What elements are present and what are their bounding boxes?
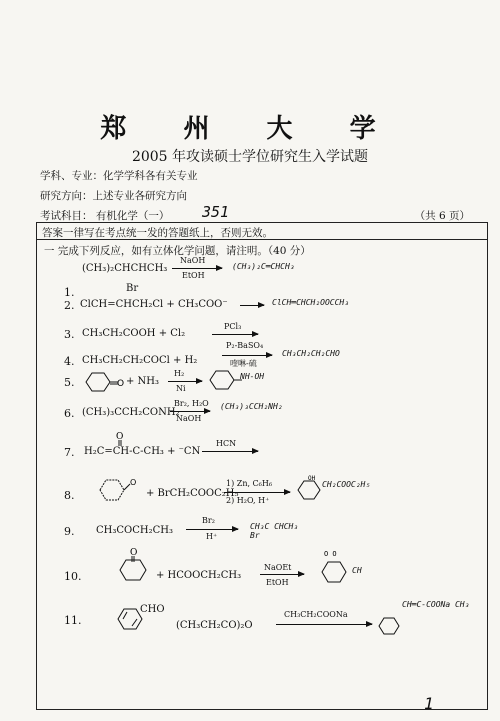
reaction-6-reagent-top: Br₂, H₂O xyxy=(174,399,209,408)
reaction-3-number: 3. xyxy=(64,328,75,341)
notice-divider xyxy=(36,239,488,240)
svg-text:O: O xyxy=(116,432,124,442)
svg-text:OH: OH xyxy=(308,475,316,482)
reaction-1-answer: (CH₃)₂C═CHCH₃ xyxy=(232,262,295,271)
reaction-10-answer: CH xyxy=(352,566,362,575)
reaction-10-number: 10. xyxy=(64,570,82,583)
reaction-9-arrow xyxy=(186,529,238,530)
reaction-8-reactant: + BrCH₂COOC₂H₅ xyxy=(146,488,239,499)
cyclohexanol-answer-structure xyxy=(294,474,324,502)
reaction-10-reactant: + HCOOCH₂CH₃ xyxy=(156,570,242,581)
reaction-2-reactant: ClCH=CHCH₂Cl + CH₃COO⁻ xyxy=(80,299,228,310)
reaction-7-arrow xyxy=(202,451,258,452)
reaction-4-number: 4. xyxy=(64,355,75,368)
reaction-10-reagent-bottom: EtOH xyxy=(266,578,289,587)
reaction-1-number: 1. xyxy=(64,286,75,299)
reaction-8-answer: CH₂COOC₂H₅ xyxy=(322,480,371,489)
reaction-11-reagent-top: CH₃CH₂COONa xyxy=(284,610,348,619)
question-box xyxy=(36,222,488,710)
reaction-4-answer: CH₃CH₂CH₂CHO xyxy=(282,349,340,358)
cyclohexanone-10-structure xyxy=(112,546,152,588)
direction-line: 研究方向：上述专业各研究方向 xyxy=(40,190,187,202)
reaction-5-reagent-top: H₂ xyxy=(174,369,185,378)
reaction-1-arrow xyxy=(172,268,222,269)
reaction-6-answer: (CH₃)₃CCH₂NH₂ xyxy=(220,402,283,411)
reaction-6-arrow xyxy=(170,411,210,412)
reaction-11-answer: CH═C-COONa CH₃ xyxy=(402,600,470,609)
subject-line: 学科、专业：化学学科各有关专业 xyxy=(40,170,198,182)
course-line: 考试科目： 有机化学（一） xyxy=(40,210,170,222)
reaction-3-reagent-top: PCl₃ xyxy=(224,322,242,331)
reaction-10-arrow xyxy=(260,574,304,575)
reaction-4-reactant: CH₃CH₂CH₂COCl + H₂ xyxy=(82,355,198,366)
course-code-handwritten: 351 xyxy=(202,203,230,221)
reaction-5-reactant: + NH₃ xyxy=(126,376,160,387)
reaction-1-reagent-bottom: EtOH xyxy=(182,271,205,280)
reaction-10-reagent-top: NaOEt xyxy=(264,563,292,572)
svg-text:O: O xyxy=(130,478,137,487)
reaction-8-number: 8. xyxy=(64,489,75,502)
reaction-7-reactant: H₂C=CH-C-CH₃ + ⁻CN xyxy=(84,446,201,457)
product-phenyl-ring xyxy=(376,614,402,638)
reaction-4-reagent-bottom: 喹啉-硫 xyxy=(230,359,257,368)
page-number-handwritten: 1 xyxy=(424,694,434,713)
reaction-3-arrow xyxy=(212,334,258,335)
cyclohexanone-structure xyxy=(82,370,125,394)
reaction-8-reagent-top: 1) Zn, C₆H₆ xyxy=(226,479,273,488)
reaction-11-arrow xyxy=(276,624,372,625)
reaction-1-reactant: (CH₃)₂CHCHCH₃ xyxy=(82,263,168,274)
svg-text:O O: O O xyxy=(324,550,337,558)
reaction-5-arrow xyxy=(168,381,202,382)
reaction-2-number: 2. xyxy=(64,299,75,312)
reaction-9-answer: CH₃C CHCH₃ Br xyxy=(250,522,299,540)
reaction-2-answer: ClCH═CHCH₂OOCCH₃ xyxy=(272,298,350,307)
reaction-7-number: 7. xyxy=(64,446,75,459)
reaction-9-reactant: CH₃COCH₂CH₃ xyxy=(96,525,173,536)
reaction-1-substituent: Br xyxy=(126,283,139,294)
carbonyl-oxygen-mark xyxy=(110,430,130,446)
reaction-5-answer: NH-OH xyxy=(240,372,265,381)
page-count: （共 6 页） xyxy=(414,210,470,222)
svg-text:O: O xyxy=(117,379,125,389)
reaction-3-reactant: CH₃CH₂COOH + Cl₂ xyxy=(82,328,186,339)
reaction-5-reagent-bottom: Ni xyxy=(176,384,186,393)
reaction-4-arrow xyxy=(222,355,272,356)
cyclohexanone-8-structure xyxy=(94,474,140,504)
reaction-8-reagent-bottom: 2) H₂O, H⁺ xyxy=(226,496,270,505)
section-heading: 一 完成下列反应，如有立体化学问题，请注明。（40 分） xyxy=(44,245,311,257)
reaction-11-anhydride: (CH₃CH₂CO)₂O xyxy=(176,620,253,631)
university-name: 郑 州 大 学 xyxy=(100,114,400,144)
cyclohexyl-answer-structure xyxy=(206,368,242,392)
reaction-9-reagent-bottom: H⁺ xyxy=(206,532,218,541)
reaction-6-reagent-bottom: NaOH xyxy=(176,414,202,423)
reaction-5-number: 5. xyxy=(64,376,75,389)
reaction-4-reagent-top: P₂-BaSO₄ xyxy=(226,341,264,350)
svg-text:O: O xyxy=(130,548,138,558)
reaction-6-number: 6. xyxy=(64,407,75,420)
reaction-9-reagent-top: Br₂ xyxy=(202,516,215,525)
reaction-11-number: 11. xyxy=(64,614,82,627)
reaction-8-arrow xyxy=(224,492,290,493)
reaction-7-reagent-top: HCN xyxy=(216,439,237,448)
reaction-11-reactant: CHO xyxy=(140,604,165,615)
exam-title: 2005 年攻读硕士学位研究生入学试题 xyxy=(131,149,369,165)
notice-text: 答案一律写在考点统一发的答题纸上，否则无效。 xyxy=(42,227,273,239)
reaction-6-reactant: (CH₃)₃CCH₂CONH₂ xyxy=(82,407,180,418)
reaction-2-arrow xyxy=(240,305,264,306)
reaction-9-number: 9. xyxy=(64,525,75,538)
reaction-1-reagent-top: NaOH xyxy=(180,256,206,265)
